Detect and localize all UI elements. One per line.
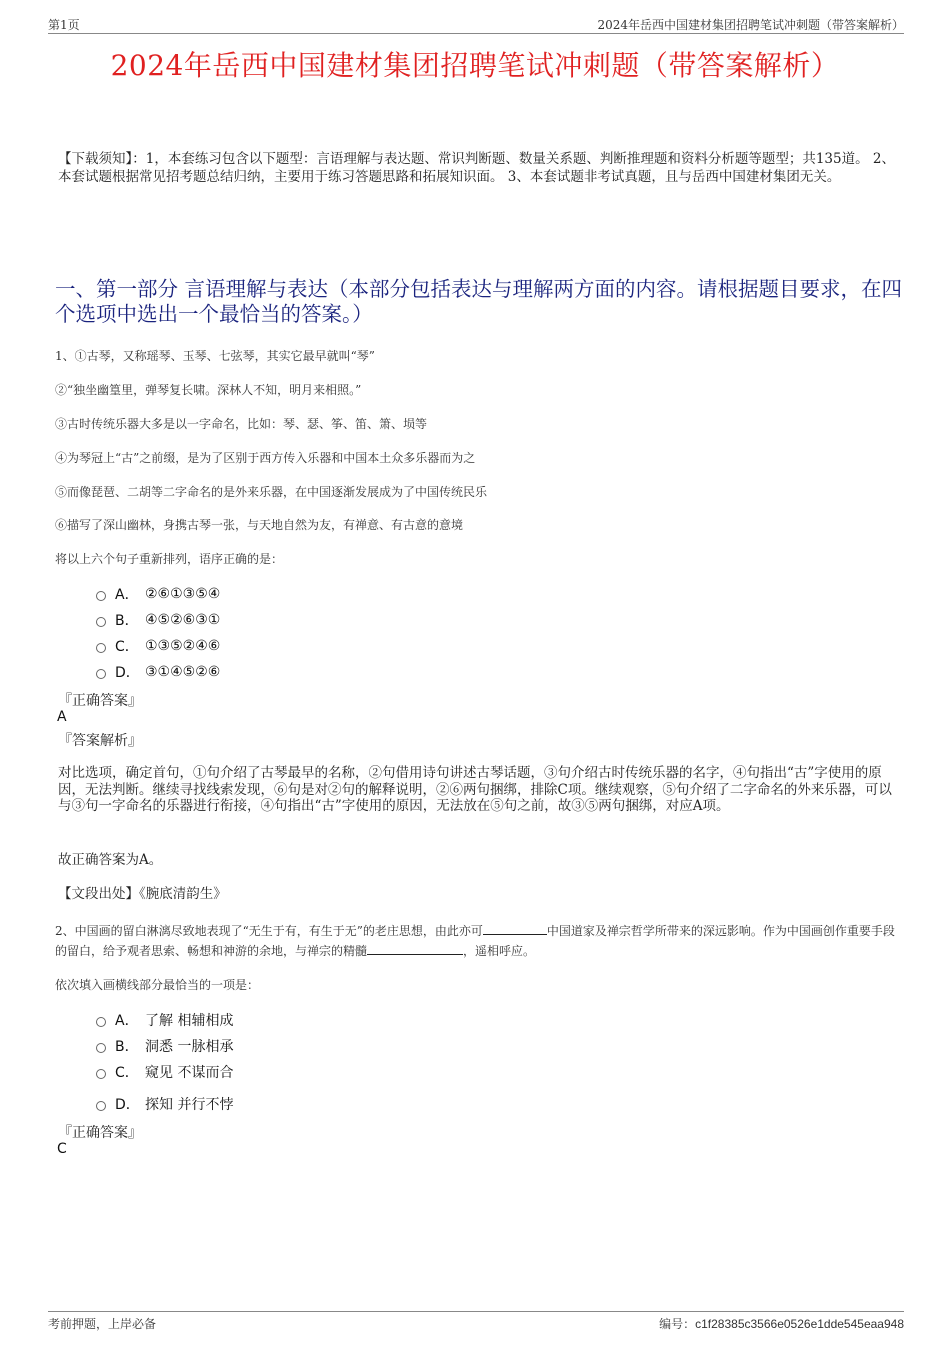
footer-code-label: 编号：: [659, 1317, 696, 1331]
header-divider: [48, 33, 904, 34]
q1-analysis: 对比选项，确定首句，①句介绍了古琴最早的名称，②句借用诗句讲述古琴话题，③句介绍古时传统乐器的名字，④句指出“古”字使用的原因，无法判断。继续寻找线索发现，⑥句是对②句的解释说明，②⑥两句捆绑，排除C项。继续观察，⑤句介绍了二字命名的外来乐器，可以与③句一字命名的乐器进行衔接，④句指出“古”字使用的原因，无法放在⑤句之前，故③⑤两句捆绑，对应A项。: [58, 765, 892, 814]
q1-sentence-3: ③古时传统乐器大多是以一字命名，比如：琴、瑟、筝、笛、箫、埙等: [55, 417, 428, 431]
q1-answer: A: [57, 709, 67, 725]
section-heading: 一、第一部分 言语理解与表达（本部分包括表达与理解两方面的内容。请根据题目要求，在四个选项中选出一个最恰当的答案。）: [55, 277, 903, 326]
q2-option-c[interactable]: [96, 1062, 233, 1082]
footer-code-value: c1f28385c3566e0526e1dde545eaa948: [695, 1317, 904, 1331]
footer-code: [659, 1315, 904, 1332]
radio-icon[interactable]: [96, 617, 106, 627]
option-label: B．: [115, 1039, 139, 1055]
option-label: C．: [115, 1065, 139, 1081]
q1-analysis-heading: 『答案解析』: [58, 733, 142, 749]
option-text: ①③⑤②④⑥: [145, 638, 221, 654]
q2-blank-2: [367, 942, 463, 955]
radio-icon[interactable]: [96, 591, 106, 601]
q2-answer: C: [57, 1141, 67, 1157]
radio-icon[interactable]: [96, 1101, 106, 1111]
radio-icon[interactable]: [96, 643, 106, 653]
q2-stem-part3: ，遥相呼应。: [463, 944, 536, 958]
option-label: C．: [115, 639, 139, 655]
header-doc-title: 2024年岳西中国建材集团招聘笔试冲刺题（带答案解析）: [597, 18, 904, 32]
option-text: 探知 并行不悖: [145, 1097, 234, 1113]
radio-icon[interactable]: [96, 1017, 106, 1027]
option-text: 窥见 不谋而合: [145, 1065, 234, 1081]
q1-sentence-6: ⑥描写了深山幽林，身携古琴一张，与天地自然为友，有禅意、有古意的意境: [55, 518, 464, 532]
page-title: 2024年岳西中国建材集团招聘笔试冲刺题（带答案解析）: [110, 49, 840, 82]
radio-icon[interactable]: [96, 669, 106, 679]
page-number: 第1页: [48, 18, 80, 32]
q1-option-a[interactable]: [96, 584, 220, 604]
option-label: B．: [115, 613, 139, 629]
q2-option-a[interactable]: [96, 1010, 233, 1030]
radio-icon[interactable]: [96, 1069, 106, 1079]
q1-source: 【文段出处】《腕底清韵生》: [58, 886, 227, 902]
q1-sentence-1: 1、①古琴，又称瑶琴、玉琴、七弦琴，其实它最早就叫“琴”: [55, 349, 375, 363]
q1-prompt: 将以上六个句子重新排列，语序正确的是：: [55, 552, 284, 566]
option-text: ②⑥①③⑤④: [145, 586, 221, 602]
q1-answer-heading: 『正确答案』: [58, 693, 142, 709]
q1-option-d[interactable]: [96, 662, 220, 682]
download-notice: 【下载须知】：1，本套练习包含以下题型：言语理解与表达题、常识判断题、数量关系题、判断推理题和资料分析题等题型；共135道。 2、本套试题根据常见招考题总结归纳，主要用于练习答题思路和拓展知识面。 3、本套试题非考试真题，且与岳西中国建材集团无关。: [58, 151, 895, 185]
q1-option-b[interactable]: [96, 610, 220, 630]
option-text: ④⑤②⑥③①: [145, 612, 221, 628]
footer-slogan: 考前押题，上岸必备: [48, 1317, 157, 1331]
radio-icon[interactable]: [96, 1043, 106, 1053]
q2-option-b[interactable]: [96, 1036, 233, 1056]
q1-sentence-2: ②“独坐幽篁里，弹琴复长啸。深林人不知，明月来相照。”: [55, 383, 362, 397]
option-label: A．: [115, 587, 139, 603]
q2-blank-1: [483, 922, 547, 935]
option-label: A．: [115, 1013, 139, 1029]
q1-conclusion: 故正确答案为A。: [58, 852, 163, 868]
option-text: 了解 相辅相成: [145, 1013, 234, 1029]
option-text: 洞悉 一脉相承: [145, 1039, 234, 1055]
q2-prompt: 依次填入画横线部分最恰当的一项是：: [55, 978, 260, 992]
q2-option-d[interactable]: [96, 1094, 233, 1114]
option-text: ③①④⑤②⑥: [145, 664, 221, 680]
q1-sentence-5: ⑤而像琵琶、二胡等二字命名的是外来乐器，在中国逐渐发展成为了中国传统民乐: [55, 485, 488, 499]
q2-answer-heading: 『正确答案』: [58, 1125, 142, 1141]
q1-option-c[interactable]: [96, 636, 220, 656]
q2-stem-part1: 2、中国画的留白淋漓尽致地表现了“无生于有，有生于无”的老庄思想，由此亦可: [55, 924, 483, 938]
q2-stem-part2: 中国道家及禅宗哲学所带来的深远影响。作为中国画创作重要手段的留白，给予观者思索、畅想和神游的余地，与禅宗的精髓: [55, 924, 895, 958]
option-label: D．: [115, 1097, 140, 1113]
option-label: D．: [115, 665, 140, 681]
q1-sentence-4: ④为琴冠上“古”之前缀，是为了区别于西方传入乐器和中国本土众多乐器而为之: [55, 451, 476, 465]
q2-stem: [55, 921, 897, 961]
footer-divider: [48, 1311, 904, 1312]
